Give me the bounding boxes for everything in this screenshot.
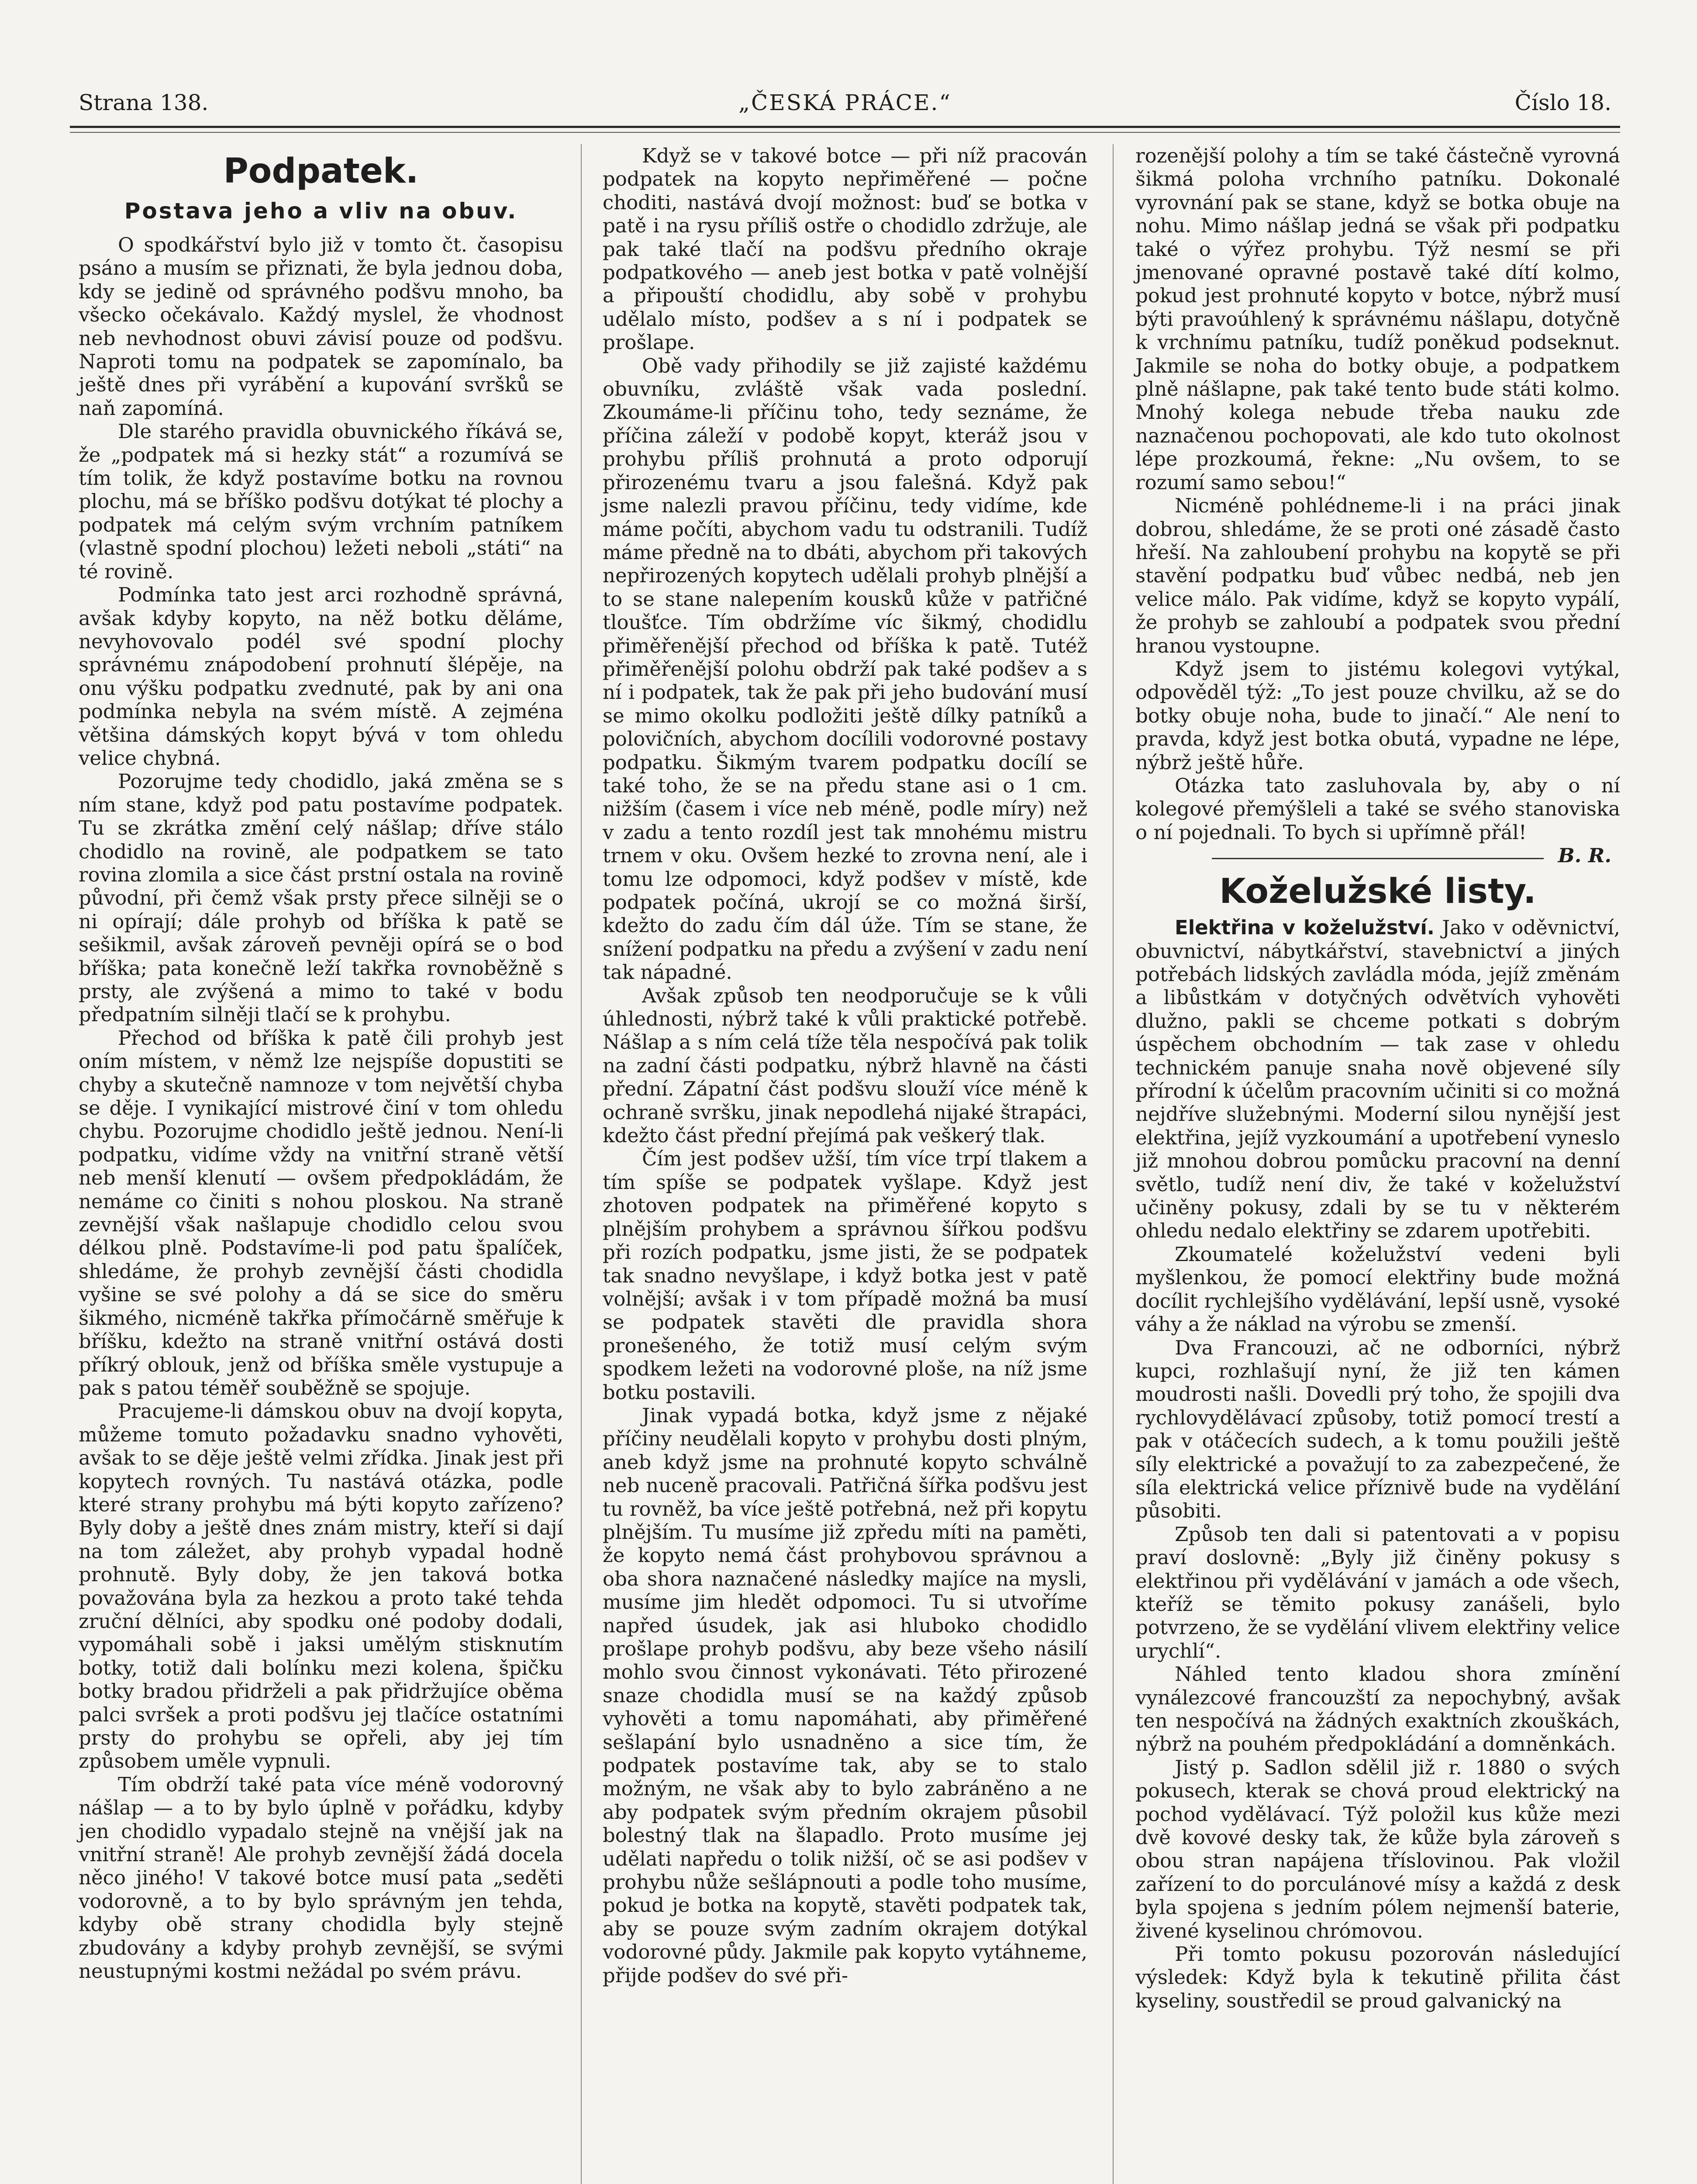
issue-number: Číslo 18. [1514, 90, 1611, 115]
column-2 [603, 144, 1087, 1987]
paragraph: Způsob ten dali si patentovati a v popisu praví doslovně: „Byly již činěny pokusy s elektřinou při vydělávání v jamách a ode všech, kteříž se těmito pokusy zanášeli, bylo potvrzeno, že se vydělání vlivem elektřiny velice urychlí“. [1135, 1522, 1620, 1662]
column-1 [79, 144, 563, 1983]
article-subtitle: Postava jeho a vliv na obuv. [124, 198, 518, 224]
paragraph: Podmínka tato jest arci rozhodně správná, avšak kdyby kopyto, na něž botku děláme, nevyhovovalo podél své spodní plochy správnému znápodobení prohnutí šlépěje, na onu výšku podpatku zvednuté, pak by ani ona podmínka nebyla na svém místě. A zejména většina dámských kopyt bývá v tom ohledu velice chybná. [79, 583, 563, 770]
paragraph: Dle starého pravidla obuvnického říkává se, že „podpatek má si hezky stát“ a rozumívá se tím tolik, že když postavíme botku na rovnou plochu, má se bříško podšvu dotýkat té plochy a podpatek má celým svým vrchním patníkem (vlastně spodní plochou) ležeti neboli „státi“ na té rovině. [79, 420, 563, 583]
paragraph: Nicméně pohlédneme-li i na práci jinak dobrou, shledáme, že se proti oné zásadě často hřeší. Na zahloubení prohybu na kopytě se při stavění podpatku buď vůbec nedbá, neb jen velice málo. Pak vidíme, když se kopyto vypálí, že prohyb se zahloubí a podpatek svou přední hranou vystoupne. [1135, 494, 1620, 657]
column-divider-1 [581, 144, 582, 2184]
paragraph: Pracujeme-li dámskou obuv na dvojí kopyta, můžeme tomuto požadavku snadno vyhověti, avšak to se děje ještě velmi zřídka. Jinak jest při kopytech rovných. Tu nastává otázka, podle které strany prohybu má býti kopyto zařízeno? Byly doby a ještě dnes znám mistry, kteří si dají na tom záležet, aby prohyb vypadal hodně prohnutě. Byly doby, že jen taková botka považována byla za hezkou a proto také tehda zruční dělníci, aby spodku oné podoby dodali, vypomáhali sobě i jaksi umělým stisknutím botky, totiž dali bolínku mezi kolena, špičku botky bradou přidrželi a pak přidržujíce oběma palci svršek a proti podšvu jej tlačíce ostatními prsty do prohybu se opřeli, aby jej tím způsobem uměle vypnuli. [79, 1400, 563, 1773]
column-3 [1135, 144, 1620, 2012]
section-title: Koželužské listy. [1219, 872, 1536, 912]
journal-title: „ČESKÁ PRÁCE.“ [738, 90, 952, 115]
paragraph-text: Jako v oděvnictví, obuvnictví, nábytkářství, stavebnictví a jiných potřebách lidských zavládla móda, jejíž změnám a libůstkám v dotyčných odvětvích vyhověti dlužno, pakli se chceme potkati s dobrým úspěchem obchodním — tak zase v ohledu technickém panuje snaha nově objevené síly přírodní k účelům pracovním učiniti si co možná nejdříve služebnými. Moderní silou nynější jest elektřina, jejíž vyzkoumání a upotřebení vyneslo již mnohou dobrou pomůcku pracovní na denní světlo, tudíž není div, že také v koželužství učiněny pokusy, zdali by se tu v některém ohledu nedalo elektřiny se zdarem upotřebiti. [1135, 916, 1620, 1243]
column-divider-2 [1113, 144, 1114, 2184]
paragraph: Dva Francouzi, ač ne odborníci, nýbrž kupci, rozhlašují nyní, že již ten kámen moudrosti našli. Dovedli prý toho, že spojili dva rychlovydělávací způsoby, totiž pomocí trestí a pak v otáčecích sudech, a k tomu použili ještě síly elektrické a považují to za zabezpečené, že síla elektrická velice příznivě bude na vydělání působiti. [1135, 1336, 1620, 1523]
paragraph: Zkoumatelé koželužství vedeni byli myšlenkou, že pomocí elektřiny bude možná docílit rychlejšího vydělávání, lepší usně, vysoké váhy a že náklad na výrobu se zmenší. [1135, 1242, 1620, 1336]
paragraph: Pozorujme tedy chodidlo, jaká změna se s ním stane, když pod patu postavíme podpatek. Tu se zkrátka změní celý nášlap; dříve stálo chodidlo na rovině, ale podpatkem se tato rovina zlomila a sice část prstní ostala na rovině původní, při čemž však prsty přece silněji se o ni opírají; dále prohyb od bříška k patě se sešikmil, avšak zároveň pevněji opírá se o bod bříška; pata konečně leží takřka rovnoběžně s prsty, ale zvýšená a mimo to také v bodu předpatním silněji tlačí se k prohybu. [79, 770, 563, 1026]
header-rule-thin [70, 132, 1620, 133]
paragraph: Tím obdrží také pata více méně vodorovný nášlap — a to by bylo úplně v pořádku, kdyby jen chodidlo vypadalo stejně na vnější jak na vnitřní straně! Ale prohyb zevnější žádá docela něco jiného! V takové botce musí pata „seděti vodorovně, a to by bylo správným jen tehda, kdyby obě strany chodidla byly stejně zbudovány a kdyby prohyb zevnější, se svými neustupnými kostmi nežádal po svém právu. [79, 1773, 563, 1983]
paragraph: Avšak způsob ten neodporučuje se k vůli úhlednosti, nýbrž také k vůli praktické potřebě. Nášlap a s ním celá tíže těla nespočívá pak tolik na zadní části podpatku, nýbrž hlavně na části přední. Zápatní část podšvu slouží více méně k ochraně svršku, jinak nepodlehá nijaké štrapáci, kdežto část přední přejímá pak veškerý tlak. [603, 984, 1087, 1147]
article-lead-title: Elektřina v koželužství. [1175, 916, 1435, 940]
section-rule [1212, 858, 1544, 859]
paragraph: Přechod od bříška k patě čili prohyb jest oním místem, v němž lze nejspíše dopustiti se chyby a skutečně namnoze v tom největší chyba se děje. I vynikající mistrové činí v tom ohledu chybu. Pozorujme chodidlo ještě jednou. Není-li podpatku, vidíme vždy na vnitřní straně větší neb menší klenutí — ovšem předpokládám, že nemáme co činiti s nohou ploskou. Na straně zevnější však našlapuje chodidlo celou svou délkou plně. Podstavíme-li pod patu špalíček, shledáme, že prohyb zevnější části chodidla vyšine se své polohy a dá se sice do směru šikmého, nicméně takřka přímočárně směřuje k bříšku, kdežto na straně vnitřní ostává dosti příkrý oblouk, jenž od bříška směle vystupuje a pak s patou téměř souběžně se spojuje. [79, 1026, 563, 1400]
page-number: Strana 138. [79, 90, 209, 115]
paragraph: Když jsem to jistému kolegovi vytýkal, odpověděl týž: „To jest pouze chvilku, až se do botky obuje noha, bude to jinačí.“ Ale není to pravda, když jest botka obutá, vypadne ne lépe, nýbrž ještě hůře. [1135, 657, 1620, 774]
running-head [70, 83, 1620, 122]
paragraph: O spodkářství bylo již v tomto čt. časopisu psáno a musím se přiznati, že byla jednou doba, kdy se jedině od správného podšvu mnoho, ba všecko očekávalo. Každý myslel, že vhodnost neb nevhodnost obuvi závisí pouze od podšvu. Naproti tomu na podpatek se zapomínalo, ba ještě dnes při vyrábění a kupování svršků se naň zapomíná. [79, 233, 563, 420]
paragraph: Obě vady přihodily se již zajisté každému obuvníku, zvláště však vada poslední. Zkoumáme-li příčinu toho, tedy seznáme, že příčina záleží v podobě kopyt, kteráž jsou v prohybu příliš prohnutá a proto odporují přirozenému tvaru a jsou falešná. Když pak jsme nalezli pravou příčinu, tedy vidíme, kde máme počíti, abychom vadu tu odstranili. Tudíž máme předně na to dbáti, abychom při takových nepřirozených kopytech udělali prohyb plnější a to se stane nalepením kousků kůže v patřičné tloušťce. Tím obdržíme víc šikmý, chodidlu přiměřenější přechod od bříška k patě. Tutéž přiměřenější polohu obdrží pak také podšev a s ní i podpatek, tak že pak při jeho budování musí se mimo okolku podložiti ještě dílky patníků a polovičních, abychom docílili vodorovné postavy podpatku. Šikmým tvarem podpatku docílí se také toho, že se na předu stane asi o 1 cm. nižším (časem i více neb méně, podle míry) než v zadu a tento rozdíl jest tak mnohému mistru trnem v oku. Ovšem hezké to zrovna není, ale i tomu lze odpomoci, když podšev v místě, kde podpatek počíná, ukrojí se co možná širší, kdežto do zadu čím dál úže. Tím se stane, že snížení podpatku na předu a zvýšení v zadu není tak nápadné. [603, 354, 1087, 984]
header-rule [70, 126, 1620, 128]
paragraph: Jistý p. Sadlon sdělil již r. 1880 o svých pokusech, kterak se chová proud elektrický na pochod vydělávací. Týž položil kus kůže mezi dvě kovové desky tak, že kůže byla zároveň s obou stran napájena tříslovinou. Pak vložil zařízení to do porculánové mísy a každá z desk byla spojena s jedním pólem nejmenší baterie, živené kyselinou chrómovou. [1135, 1755, 1620, 1942]
paragraph: Náhled tento kladou shora zmínění vynálezcové francouzští za nepochybný, avšak ten nespočívá na žádných exaktních zkouškách, nýbrž na pouhém předpokládání a domněnkách. [1135, 1662, 1620, 1756]
paragraph [1135, 774, 1620, 867]
paragraph: rozenější polohy a tím se také částečně vyrovná šikmá poloha vrchního patníku. Dokonalé vyrovnání pak se stane, když se botka obuje na nohu. Mimo nášlap jedná se však při podpatku také o výřez prohybu. Týž nesmí se při jmenované opravné postavě také dítí kolmo, pokud jest prohnuté kopyto v botce, nýbrž musí býti pravoúhlený k správnému nášlapu, dotyčně k vrchnímu patníku, tudíž poněkud podseknut. Jakmile se noha do botky obuje, a podpatkem plně nášlapne, pak také tento bude státi kolmo. Mnohý kolega nebude třeba nauku zde naznačenou pochopovati, ale kdo tuto okolnost lépe prozkoumá, řekne: „Nu ovšem, to se rozumí samo sebou!“ [1135, 144, 1620, 494]
paragraph: Čím jest podšev užší, tím více trpí tlakem a tím spíše se podpatek vyšlape. Když jest zhotoven podpatek na přiměřené kopyto s plnějším prohybem a správnou šířkou podšvu při rozích podpatku, jsme jisti, že se podpatek tak snadno nevyšlape, i když botka jest v patě volnější; avšak i v tom případě možná ba musí se podpatek stavěti dle pravidla shora pronešeného, že totiž musí celým svým spodkem ležeti na vodorovné ploše, na níž jsme botku postavili. [603, 1147, 1087, 1404]
article-title: Podpatek. [223, 152, 419, 191]
paragraph: Jinak vypadá botka, když jsme z nějaké příčiny neudělali kopyto v prohybu dosti plným, aneb když jsme na prohnuté kopyto schválně neb nuceně pracovali. Patřičná šířka podšvu jest tu rovněž, ba více ještě potřebná, než při kopytu plnějším. Tu musíme již zpředu míti na paměti, že kopyto nemá část prohybovou správnou a oba shora naznačené následky majíce na mysli, musíme jim hledět odpomoci. Tu si utvoříme napřed úsudek, jak asi hluboko chodidlo prošlape prohyb podšvu, aby beze všeho násilí mohlo svou činnost vykonávati. Této přirozené snaze chodidla musí se na každý způsob vyhověti a tomu napomáhati, aby přiměřené sešlapání bylo usnadněno a sice tím, že podpatek postavíme tak, aby se to stalo možným, ne však aby to bylo zabráněno a ne aby podpatek svým předním okrajem působil bolestný tlak na šlapadlo. Proto musíme jej udělati napředu o tolik nižší, oč se asi podšev v prohybu nůže sešlápnouti a podle toho musíme, pokud je botka na kopytě, stavěti podpatek tak, aby se pouze svým zadním okrajem dotýkal vodorovné půdy. Jakmile pak kopyto vytáhneme, přijde podšev do své při- [603, 1403, 1087, 1987]
author-signature: B. R. [1558, 844, 1611, 867]
paragraph: Při tomto pokusu pozorován následující výsledek: Když byla k tekutině přilita část kyseliny, soustředil se proud galvanický na [1135, 1942, 1620, 2012]
paragraph: Když se v takové botce — při níž pracován podpatek na kopyto nepřiměřené — počne choditi, nastává dvojí možnost: buď se botka v patě i na rysu příliš ostře o chodidlo zdržuje, ale pak také tlačí na podšvu předního okraje podpatkového — aneb jest botka v patě volnější a připouští chodidlu, aby sobě v prohybu udělalo místo, podšev a s ní i podpatek se prošlape. [603, 144, 1087, 354]
paragraph [1135, 916, 1620, 1243]
paragraph-text: Otázka tato zasluhovala by, aby o ní kolegové přemýšleli a také se svého stanoviska o ní pojednali. To bych si upřímně přál! [1135, 774, 1620, 844]
